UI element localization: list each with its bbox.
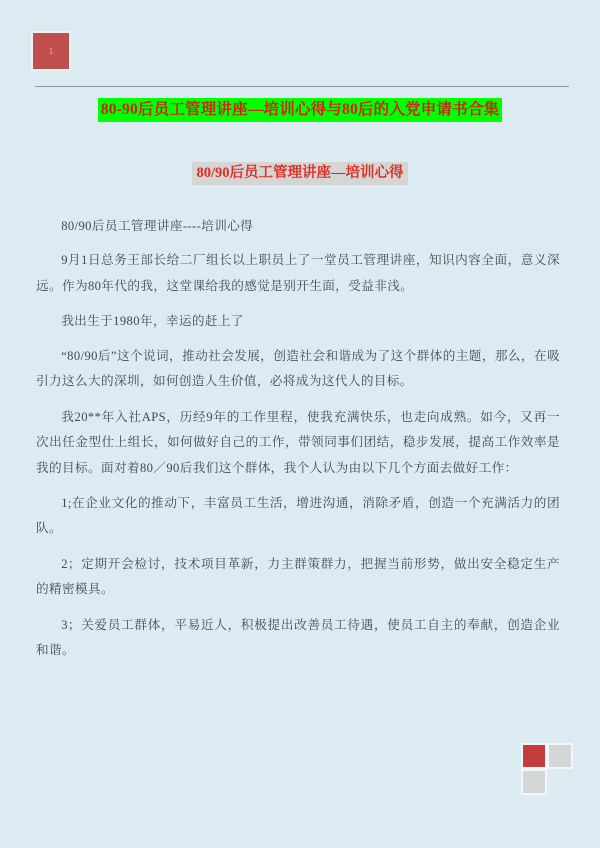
page-number-chip <box>31 31 71 71</box>
document-title: 80-90后员工管理讲座—培训心得与80后的入党申请书合集 <box>98 98 502 122</box>
decoration-square-gray-right <box>547 743 573 769</box>
body-list-item: 1;在企业文化的推动下，丰富员工生活，增进沟通，消除矛盾，创造一个充满活力的团队。 <box>36 495 560 536</box>
document-body <box>36 214 560 674</box>
body-list-item: 2；定期开会检讨，技术项目革新，力主群策群力，把握当前形势，做出安全稳定生产的精密模具。 <box>36 556 560 597</box>
document-title-container <box>0 98 600 122</box>
body-paragraph: “80/90后”这个说词，推动社会发展，创造社会和谐成为了这个群体的主题，那么，在吸引力这么大的深圳，如何创造人生价值，必将成为这代人的目标。 <box>36 348 560 389</box>
decoration-square-gray-below <box>521 769 547 795</box>
document-subtitle-container <box>0 162 600 185</box>
body-paragraph: 9月1日总务王部长给二厂组长以上职员上了一堂员工管理讲座，知识内容全面，意义深远。作为80年代的我，这堂课给我的感觉是别开生面，受益非浅。 <box>36 253 560 293</box>
decoration-square-red <box>521 743 547 769</box>
header-divider <box>35 86 569 87</box>
body-paragraph: 我20**年入社APS，历经9年的工作里程，使我充满快乐，也走向成熟。如今，又再一次出任金型仕上组长，如何做好自己的工作，带领同事们团结，稳步发展，提高工作效率是我的目标。面对着80／90后我们这个群体，我个人认为由以下几个方面去做好工作： <box>36 409 560 475</box>
body-list-item: 3；关爱员工群体，平易近人，积极提出改善员工待遇，使员工自主的奉献，创造企业和谐。 <box>36 617 560 658</box>
footer-decoration <box>521 743 577 799</box>
page-number-label: 1 <box>48 45 54 56</box>
body-paragraph: 80/90后员工管理讲座----培训心得 <box>61 219 254 233</box>
body-paragraph: 我出生于1980年，幸运的赶上了 <box>61 314 244 329</box>
document-subtitle: 80/90后员工管理讲座—培训心得 <box>192 162 407 185</box>
